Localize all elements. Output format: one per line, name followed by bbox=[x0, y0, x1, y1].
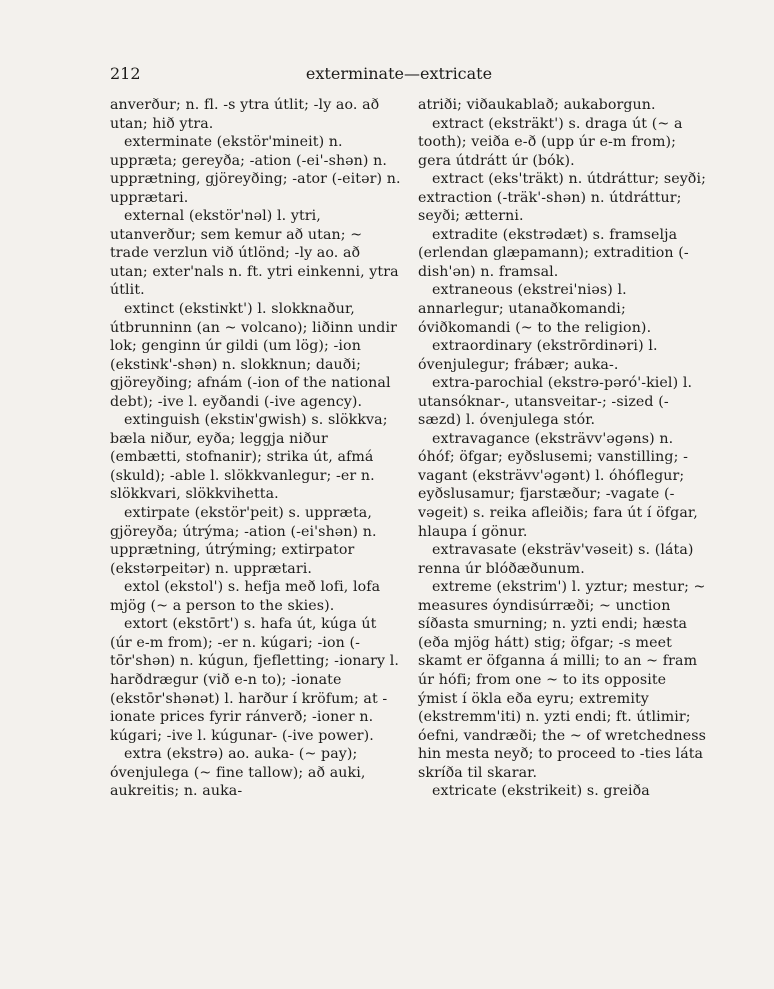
dictionary-entry: extirpate (ekstör'peit) s. uppræta, gjöreyða; útrýma; -ation (-ei'shən) n. upprætning, útrýming; extirpator (ekstərpeitər) n. upprætari. bbox=[110, 505, 377, 577]
dictionary-entry: extravasate (eksträv'vəseit) s. (láta) renna úr blóðæðunum. bbox=[418, 542, 694, 577]
dictionary-entry: extra-parochial (ekstrə-pəró'-kiel) l. utansóknar-, utansveitar-; -sized (-sæzd) l. óvenjulega stór. bbox=[418, 375, 693, 429]
dictionary-entry: external (ekstör'nəl) l. ytri, utanverður; sem kemur að utan; ~ trade verzlun við útlönd; -ly ao. að utan; exter'nals n. ft. ytri einkenni, ytra útlit. bbox=[110, 208, 399, 299]
dictionary-entry: extra (ekstrə) ao. auka- (~ pay); óvenjulega (~ fine tallow); að auki, aukreitis; n. auka- bbox=[110, 746, 366, 800]
running-head: exterminate—extricate bbox=[305, 64, 493, 83]
dictionary-entry: extraneous (ekstrei'niəs) l. annarlegur; utanaðkomandi; óviðkomandi (~ to the religion). bbox=[418, 282, 652, 336]
page-number: 212 bbox=[110, 64, 141, 83]
page-header bbox=[110, 64, 688, 86]
dictionary-entry: extract (eks'träkt) n. útdráttur; seyði; extraction (-träk'-shən) n. útdráttur; seyði; ætterni. bbox=[418, 171, 706, 225]
dictionary-entry: extradite (ekstrədæt) s. framselja (erlendan glæpamann); extradition (-dish'ən) n. framsal. bbox=[418, 226, 689, 280]
dictionary-entry: extricate (ekstrikeit) s. greiða bbox=[432, 783, 650, 800]
dictionary-entry: anverður; n. fl. -s ytra útlit; -ly ao. að utan; hið ytra. bbox=[110, 97, 380, 132]
dictionary-entry: extort (ekstōrt') s. hafa út, kúga út (úr e-m from); -er n. kúgari; -ion (-tōr'shən) n. kúgun, fjefletting; -ionary l. harðdrægur (við e-n to); -ionate (ekstōr'shənət) l. harður í kröfum; at -ionate prices fyrir ránverð; -ioner n. kúgari; -ive l. kúgunar- (-ive power). bbox=[110, 616, 399, 744]
dictionary-entry: extinguish (ekstiɴ'gwish) s. slökkva; bæla niður, eyða; leggja niður (embætti, stofnanir); strika út, afmá (skuld); -able l. slökkvanlegur; -er n. slökkvari, slökkvihetta. bbox=[110, 412, 388, 503]
dictionary-entry: exterminate (ekstör'mineit) n. uppræta; gereyða; -ation (-ei'-shən) n. upprætning, gjöreyðing; -ator (-eitər) n. upprætari. bbox=[110, 134, 401, 206]
dictionary-entry: extravagance (eksträvv'əgəns) n. óhóf; öfgar; eyðslusemi; vanstilling; -vagant (eksträvv'əgənt) l. óhóflegur; eyðslusamur; fjarstæður; -vagate (-vəgeit) s. reika afleiðis; fara út í öfgar, hlaupa í gönur. bbox=[418, 430, 698, 540]
dictionary-entry: extract (eksträkt') s. draga út (~ a tooth); veiða e-ð (upp úr e-m from); gera útdrátt úr (bók). bbox=[418, 115, 683, 169]
dictionary-entry: atriði; viðaukablað; aukaborgun. bbox=[418, 97, 656, 113]
dictionary-entry: extreme (ekstrim') l. yztur; mestur; ~ measures óyndisúrræði; ~ unction síðasta smurning; n. yzti endi; hæsta (eða mjög hátt) stig; öfgar; -s meet skamt er öfganna á milli; to an ~ fram úr hófi; from one ~ to its opposite ýmist í ökla eða eyru; extremity (ekstremm'iti) n. yzti endi; ft. útlimir; óefni, vandræði; the ~ of wretchedness hin mesta neyð; to proceed to -ties láta skríða til skarar. bbox=[418, 579, 706, 781]
dictionary-entry: extol (ekstol') s. hefja með lofi, lofa mjög (~ a person to the skies). bbox=[110, 579, 381, 614]
dictionary-entry: extraordinary (ekstrōrdinəri) l. óvenjulegur; frábær; auka-. bbox=[418, 338, 658, 373]
right-column bbox=[418, 96, 710, 801]
left-column bbox=[110, 96, 402, 801]
dictionary-entry: extinct (ekstiɴkt') l. slokknaður, útbrunninn (an ~ volcano); liðinn undir lok; genginn úr gildi (um lög); -ion (ekstiɴk'-shən) n. slokknun; dauði; gjöreyðing; afnám (-ion of the national debt); -ive l. eyðandi (-ive agency). bbox=[110, 301, 397, 410]
